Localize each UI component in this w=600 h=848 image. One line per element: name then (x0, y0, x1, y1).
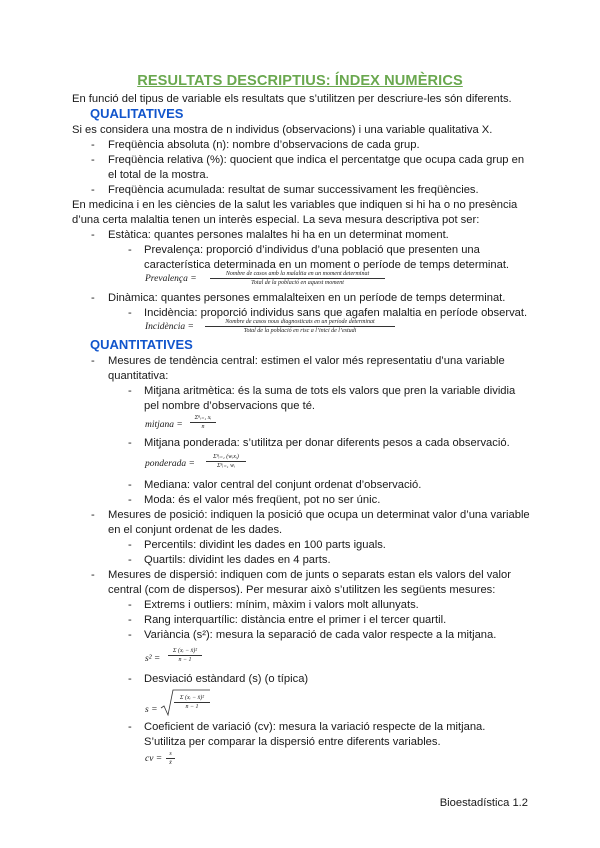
formula-prevalenca-fraction (210, 270, 385, 287)
fraction-numerator: Nombre de casos amb la malaltia en un moment determinat (225, 271, 370, 277)
formula-mitjana-fraction (190, 414, 216, 431)
intro-paragraph: En funció del tipus de variable els resultats que s’utilitzen per descriure-les són diferents. (72, 93, 512, 105)
bullet-dash: - (128, 614, 132, 626)
fraction-denominator: n (201, 424, 205, 430)
list-item-quartils: Quartils: dividint les dades en 4 parts. (144, 554, 331, 566)
bullet-dash: - (91, 154, 95, 166)
list-item-freq-acumulada: Freqüència acumulada: resultat de sumar successivament les freqüències. (108, 184, 479, 196)
medicine-paragraph: En medicina i en les ciències de la salut les variables que indiquen si hi ha o no presència (72, 199, 518, 211)
formula-desviacio-label: s = (145, 705, 158, 715)
fraction-denominator: Σⁿᵢ₌₁ wᵢ (216, 463, 236, 469)
bullet-dash: - (128, 385, 132, 397)
bullet-dash: - (128, 539, 132, 551)
list-item-freq-relativa-cont: el total de la mostra. (108, 169, 209, 181)
bullet-dash: - (128, 307, 132, 319)
bullet-dash: - (128, 437, 132, 449)
list-item-mitjana-cont: pel nombre d’observacions que té. (144, 400, 316, 412)
bullet-dash: - (128, 554, 132, 566)
list-item-freq-relativa: Freqüència relativa (%): quocient que indica el percentatge que ocupa cada grup en (108, 154, 525, 166)
fraction-numerator: Σ (xᵢ − x̄)² (172, 648, 198, 654)
list-item-coeficient: Coeficient de variació (cv): mesura la variació respecte de la mitjana. (144, 721, 486, 733)
fraction-denominator: x̄ (169, 760, 172, 766)
formula-ponderada-fraction (206, 453, 246, 470)
page-footer: Bioestadística 1.2 (439, 797, 528, 809)
bullet-dash: - (128, 599, 132, 611)
list-item-prevalenca-cont: característica determinada en un moment o període de temps determinat. (144, 259, 510, 271)
fraction-numerator: Σ (xᵢ − x̄)² (179, 695, 205, 701)
bullet-dash: - (91, 355, 95, 367)
formula-cv-fraction (166, 750, 175, 767)
fraction-denominator: Total de la població en aquest moment (251, 280, 344, 286)
bullet-dash: - (91, 569, 95, 581)
bullet-dash: - (128, 629, 132, 641)
list-item-mediana: Mediana: valor central del conjunt ordenat d’observació. (144, 479, 422, 491)
list-item-ponderada: Mitjana ponderada: s’utilitza per donar diferents pesos a cada observació. (144, 437, 510, 449)
formula-variancia-fraction (168, 647, 202, 664)
list-item-variancia: Variància (s²): mesura la separació de cada valor respecte a la mitjana. (144, 629, 497, 641)
medicine-paragraph-cont: d’una certa malaltia tenen un interès especial. La seva mesura descriptiva pot ser: (72, 214, 480, 226)
bullet-dash: - (91, 139, 95, 151)
list-item-coeficient-cont: S’utilitza per comparar la dispersió entre diferents variables. (144, 736, 441, 748)
fraction-numerator: s (169, 751, 172, 757)
bullet-dash: - (91, 292, 95, 304)
bullet-dash: - (91, 509, 95, 521)
list-item-tendencia-central-cont: quantitativa: (108, 370, 169, 382)
list-item-posicio-cont: en el conjunt ordenat de les dades. (108, 524, 283, 536)
formula-variancia-label: s² = (145, 654, 161, 664)
list-item-dinamica: Dinàmica: quantes persones emmalalteixen en un període de temps determinat. (108, 292, 506, 304)
list-item-dispersio-cont: central (com de dispersos). Per mesurar això s’utilitzen les següents mesures: (108, 584, 496, 596)
list-item-desviacio: Desviació estàndard (s) (o típica) (144, 673, 309, 685)
qual-paragraph: Si es considera una mostra de n individus (observacions) i una variable qualitativa X. (72, 124, 493, 136)
bullet-dash: - (91, 229, 95, 241)
list-item-incidencia: Incidència: proporció individus sans que agafen malaltia en període observat. (144, 307, 528, 319)
fraction-numerator: Σⁿᵢ₌₁ xᵢ (194, 415, 212, 421)
formula-ponderada-label: ponderada = (145, 459, 195, 469)
bullet-dash: - (128, 479, 132, 491)
page-title: RESULTATS DESCRIPTIUS: ÍNDEX NUMÈRICS (137, 73, 463, 89)
list-item-percentils: Percentils: dividint les dades en 100 parts iguals. (144, 539, 386, 551)
fraction-denominator: n − 1 (185, 704, 199, 710)
bullet-dash: - (128, 673, 132, 685)
list-item-moda: Moda: és el valor més freqüent, pot no ser únic. (144, 494, 381, 506)
formula-incidencia-label: Incidència = (145, 322, 194, 332)
bullet-dash: - (128, 721, 132, 733)
quantitatives-heading: QUANTITATIVES (90, 337, 193, 352)
list-item-mitjana: Mitjana aritmètica: és la suma de tots els valors que pren la variable dividia (144, 385, 516, 397)
fraction-numerator: Σⁿᵢ₌₁ (wᵢxᵢ) (213, 454, 239, 460)
bullet-dash: - (128, 244, 132, 256)
qualitatives-heading: QUALITATIVES (90, 106, 184, 121)
formula-prevalenca-label: Prevalença = (145, 274, 197, 284)
formula-incidencia-fraction (205, 318, 395, 335)
list-item-posicio: Mesures de posició: indiquen la posició que ocupa un determinat valor d’una variable (108, 509, 530, 521)
list-item-tendencia-central: Mesures de tendència central: estimen el valor més representatiu d’una variable (108, 355, 505, 367)
fraction-denominator: Total de la població en risc a l’inici de l’estudi (243, 328, 357, 334)
formula-desviacio-fraction (174, 694, 210, 711)
list-item-freq-absoluta: Freqüència absoluta (n): nombre d’observacions de cada grup. (108, 139, 420, 151)
fraction-denominator: n − 1 (178, 657, 192, 663)
bullet-dash: - (128, 494, 132, 506)
list-item-extrems: Extrems i outliers: mínim, màxim i valors molt allunyats. (144, 599, 419, 611)
formula-mitjana-label: mitjana = (145, 420, 183, 430)
list-item-estatica: Estàtica: quantes persones malaltes hi ha en un determinat moment. (108, 229, 449, 241)
bullet-dash: - (91, 184, 95, 196)
list-item-prevalenca: Prevalença: proporció d’individus d’una població que presenten una (144, 244, 480, 256)
fraction-numerator: Nombre de casos nous diagnosticats en un període determinat (225, 319, 375, 325)
list-item-rang: Rang interquartílic: distància entre el primer i el tercer quartil. (144, 614, 447, 626)
formula-cv-label: cv = (145, 754, 163, 764)
list-item-dispersio: Mesures de dispersió: indiquen com de junts o separats estan els valors del valor (108, 569, 511, 581)
